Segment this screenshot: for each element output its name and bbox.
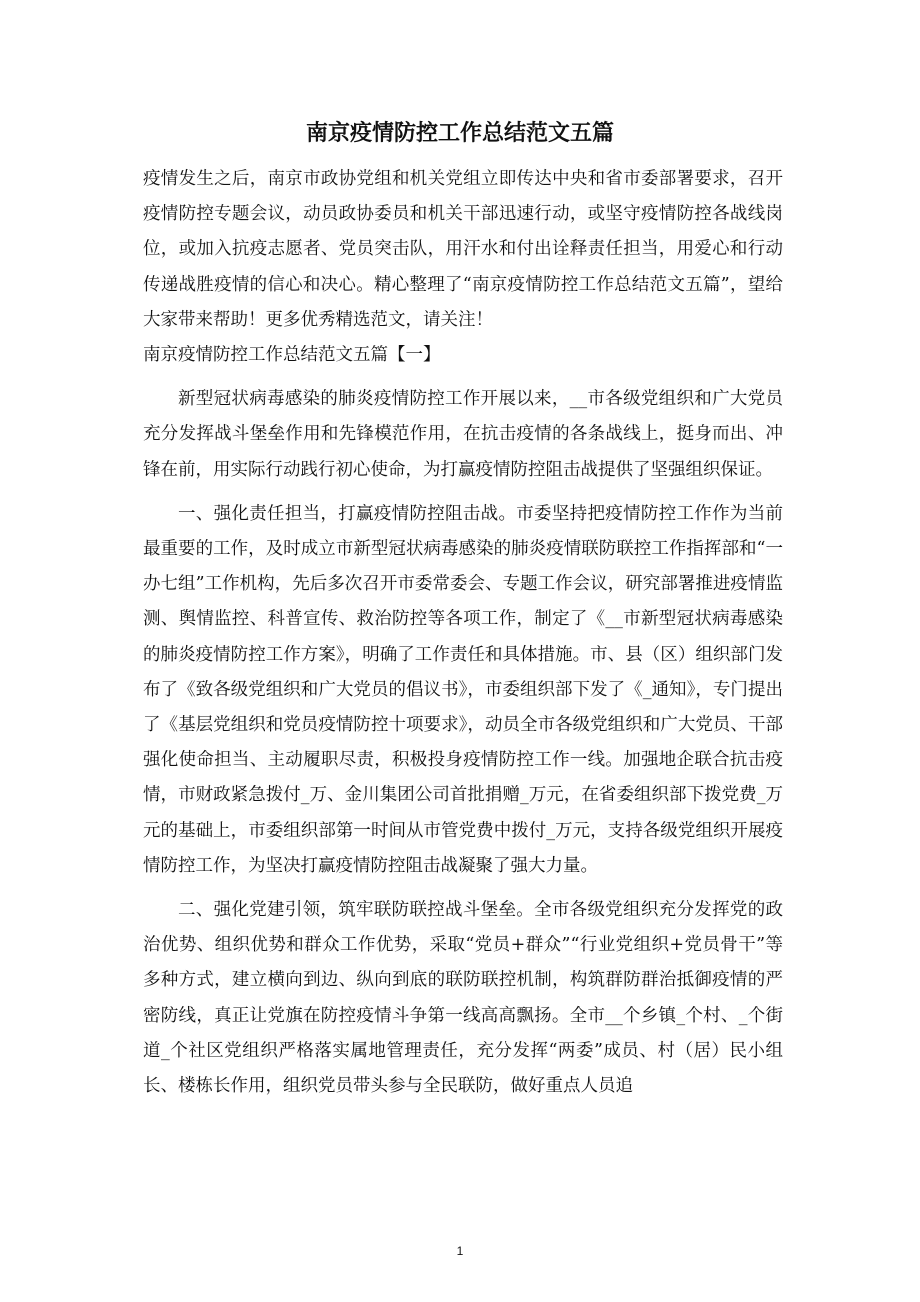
document-body (143, 162, 783, 1104)
body-paragraph: 新型冠状病毒感染的肺炎疫情防控工作开展以来，__市各级党组织和广大党员充分发挥战斗堡垒作用和先锋模范作用，在抗击疫情的各条战线上，挺身而出、冲锋在前，用实际行动践行初心使命，为打赢疫情防控阻击战提供了坚强组织保证。 (143, 389, 783, 480)
page-number: 1 (456, 1244, 464, 1258)
intro-paragraph: 疫情发生之后，南京市政协党组和机关党组立即传达中央和省市委部署要求，召开疫情防控专题会议，动员政协委员和机关干部迅速行动，或坚守疫情防控各战线岗位，或加入抗疫志愿者、党员突击队，用汗水和付出诠释责任担当，用爱心和行动传递战胜疫情的信心和决心。精心整理了“南京疫情防控工作总结范文五篇”，望给大家带来帮助！更多优秀精选范文，请关注！ (143, 169, 783, 330)
section-heading: 南京疫情防控工作总结范文五篇【一】 (143, 345, 441, 366)
body-paragraph: 二、强化党建引领，筑牢联防联控战斗堡垒。全市各级党组织充分发挥党的政治优势、组织优势和群众工作优势，采取“党员+群众”“行业党组织+党员骨干”等多种方式，建立横向到边、纵向到底的联防联控机制，构筑群防群治抵御疫情的严密防线，真正让党旗在防控疫情斗争第一线高高飘扬。全市__个乡镇_个村、_个街道_个社区党组织严格落实属地管理责任，充分发挥“两委”成员、村（居）民小组长、楼栋长作用，组织党员带头参与全民联防，做好重点人员追 (143, 900, 783, 1097)
body-paragraph: 一、强化责任担当，打赢疫情防控阻击战。市委坚持把疫情防控工作作为当前最重要的工作，及时成立市新型冠状病毒感染的肺炎疫情联防联控工作指挥部和“一办七组”工作机构，先后多次召开市委常委会、专题工作会议，研究部署推进疫情监测、舆情监控、科普宣传、救治防控等各项工作，制定了《__市新型冠状病毒感染的肺炎疫情防控工作方案》，明确了工作责任和具体措施。市、县（区）组织部门发布了《致各级党组织和广大党员的倡议书》，市委组织部下发了《_通知》，专门提出了《基层党组织和党员疫情防控十项要求》，动员全市各级党组织和广大党员、干部强化使命担当、主动履职尽责，积极投身疫情防控工作一线。加强地企联合抗击疫情，市财政紧急拨付_万、金川集团公司首批捐赠_万元，在省委组织部下拨党费_万元的基础上，市委组织部第一时间从市管党费中拨付_万元，支持各级党组织开展疫情防控工作，为坚决打赢疫情防控阻击战凝聚了强大力量。 (143, 503, 783, 876)
document-title: 南京疫情防控工作总结范文五篇 (305, 121, 614, 146)
